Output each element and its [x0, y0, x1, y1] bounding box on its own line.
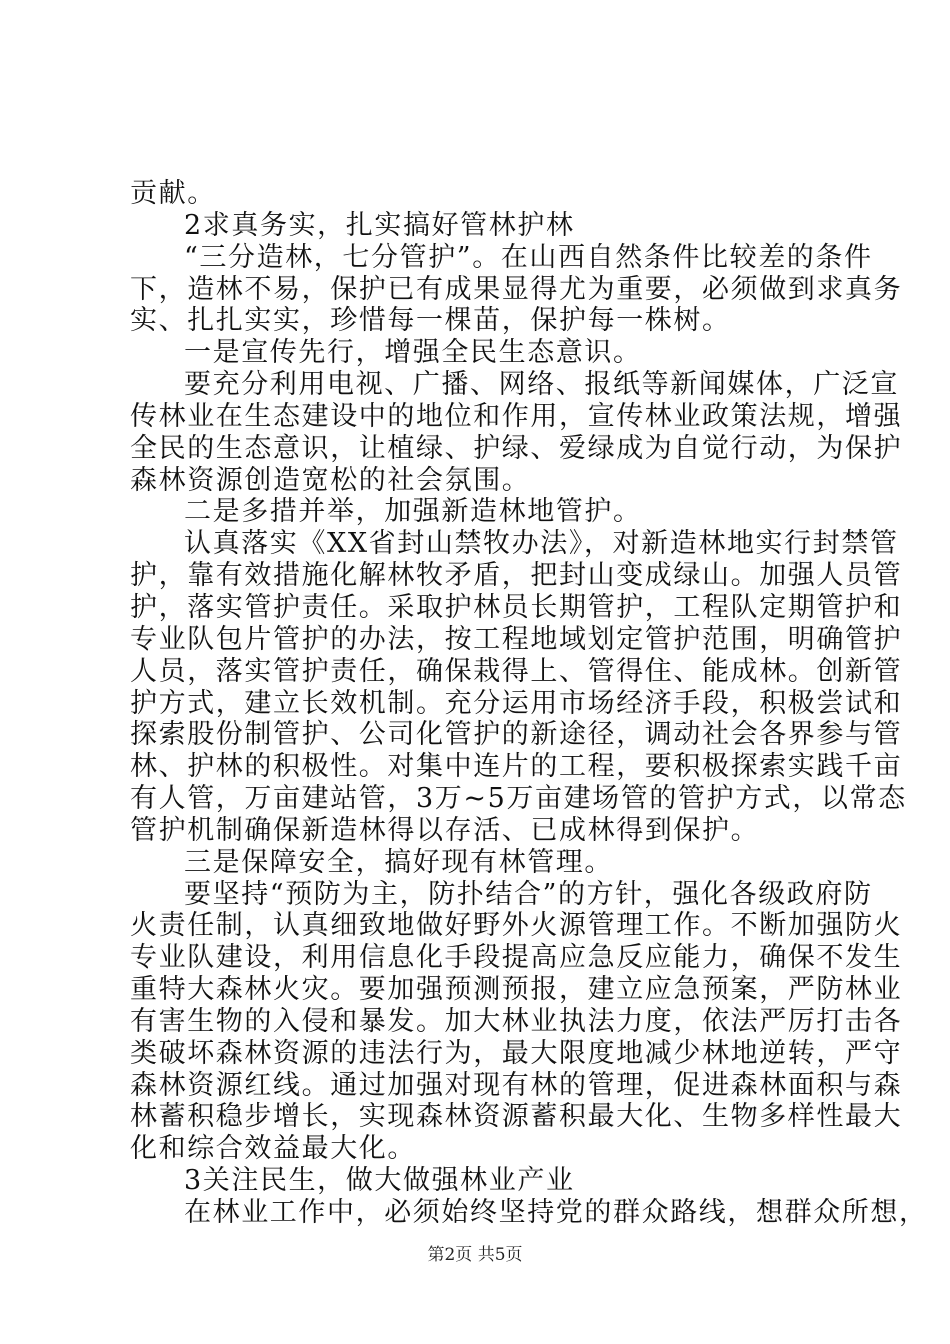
section-heading: 2求真务实，扎实搞好管林护林 [184, 210, 575, 241]
page-footer: 第2页 共5页 [427, 1245, 523, 1265]
text-line: 专业队包片管护的办法，按工程地域划定管护范围，明确管护 [130, 624, 903, 655]
text-line: 森林资源红线。通过加强对现有林的管理，促进森林面积与森 [130, 1070, 903, 1101]
text-line: “三分造林，七分管护”。在山西自然条件比较差的条件 [184, 242, 873, 273]
text-line: 管护机制确保新造林得以存活、已成林得到保护。 [130, 815, 760, 846]
text-line: 贡献。 [130, 178, 216, 209]
text-line: 探索股份制管护、公司化管护的新途径，调动社会各界参与管 [130, 719, 903, 750]
text-line: 人员，落实管护责任，确保栽得上、管得住、能成林。创新管 [130, 656, 903, 687]
subheading: 一是宣传先行，增强全民生态意识。 [184, 337, 642, 368]
text-line: 有害生物的入侵和暴发。加大林业执法力度，依法严厉打击各 [130, 1006, 903, 1037]
text-line: 森林资源创造宽松的社会氛围。 [130, 465, 531, 496]
text-line: 认真落实《XX省封山禁牧办法》，对新造林地实行封禁管 [184, 528, 899, 559]
text-line: 有人管，万亩建站管，3万~5万亩建场管的管护方式，以常态 [130, 783, 907, 814]
text-line: 林、护林的积极性。对集中连片的工程，要积极探索实践千亩 [130, 751, 903, 782]
text-line: 护，靠有效措施化解林牧矛盾，把封山变成绿山。加强人员管 [130, 560, 903, 591]
text-line: 要充分利用电视、广播、网络、报纸等新闻媒体，广泛宣 [184, 369, 899, 400]
subheading: 二是多措并举，加强新造林地管护。 [184, 496, 642, 527]
text-line: 林蓄积稳步增长，实现森林资源蓄积最大化、生物多样性最大 [130, 1101, 903, 1132]
subheading: 三是保障安全，搞好现有林管理。 [184, 847, 613, 878]
text-line: 传林业在生态建设中的地位和作用，宣传林业政策法规，增强 [130, 401, 903, 432]
text-line: 实、扎扎实实，珍惜每一棵苗，保护每一株树。 [130, 305, 731, 336]
section-heading: 3关注民生，做大做强林业产业 [184, 1165, 575, 1196]
text-line: 化和综合效益最大化。 [130, 1133, 416, 1164]
text-line: 类破坏森林资源的违法行为，最大限度地减少林地逆转，严守 [130, 1038, 903, 1069]
text-line: 要坚持“预防为主，防扑结合”的方针，强化各级政府防 [184, 879, 873, 910]
text-line: 护方式，建立长效机制。充分运用市场经济手段，积极尝试和 [130, 688, 903, 719]
text-line: 全民的生态意识，让植绿、护绿、爱绿成为自觉行动，为保护 [130, 433, 903, 464]
text-line: 专业队建设，利用信息化手段提高应急反应能力，确保不发生 [130, 942, 903, 973]
text-line: 下，造林不易，保护已有成果显得尤为重要，必须做到求真务 [130, 274, 903, 305]
text-line: 火责任制，认真细致地做好野外火源管理工作。不断加强防火 [130, 910, 903, 941]
text-line: 在林业工作中，必须始终坚持党的群众路线，想群众所想， [184, 1197, 928, 1228]
text-line: 重特大森林火灾。要加强预测预报，建立应急预案，严防林业 [130, 974, 903, 1005]
text-line: 护，落实管护责任。采取护林员长期管护，工程队定期管护和 [130, 592, 903, 623]
